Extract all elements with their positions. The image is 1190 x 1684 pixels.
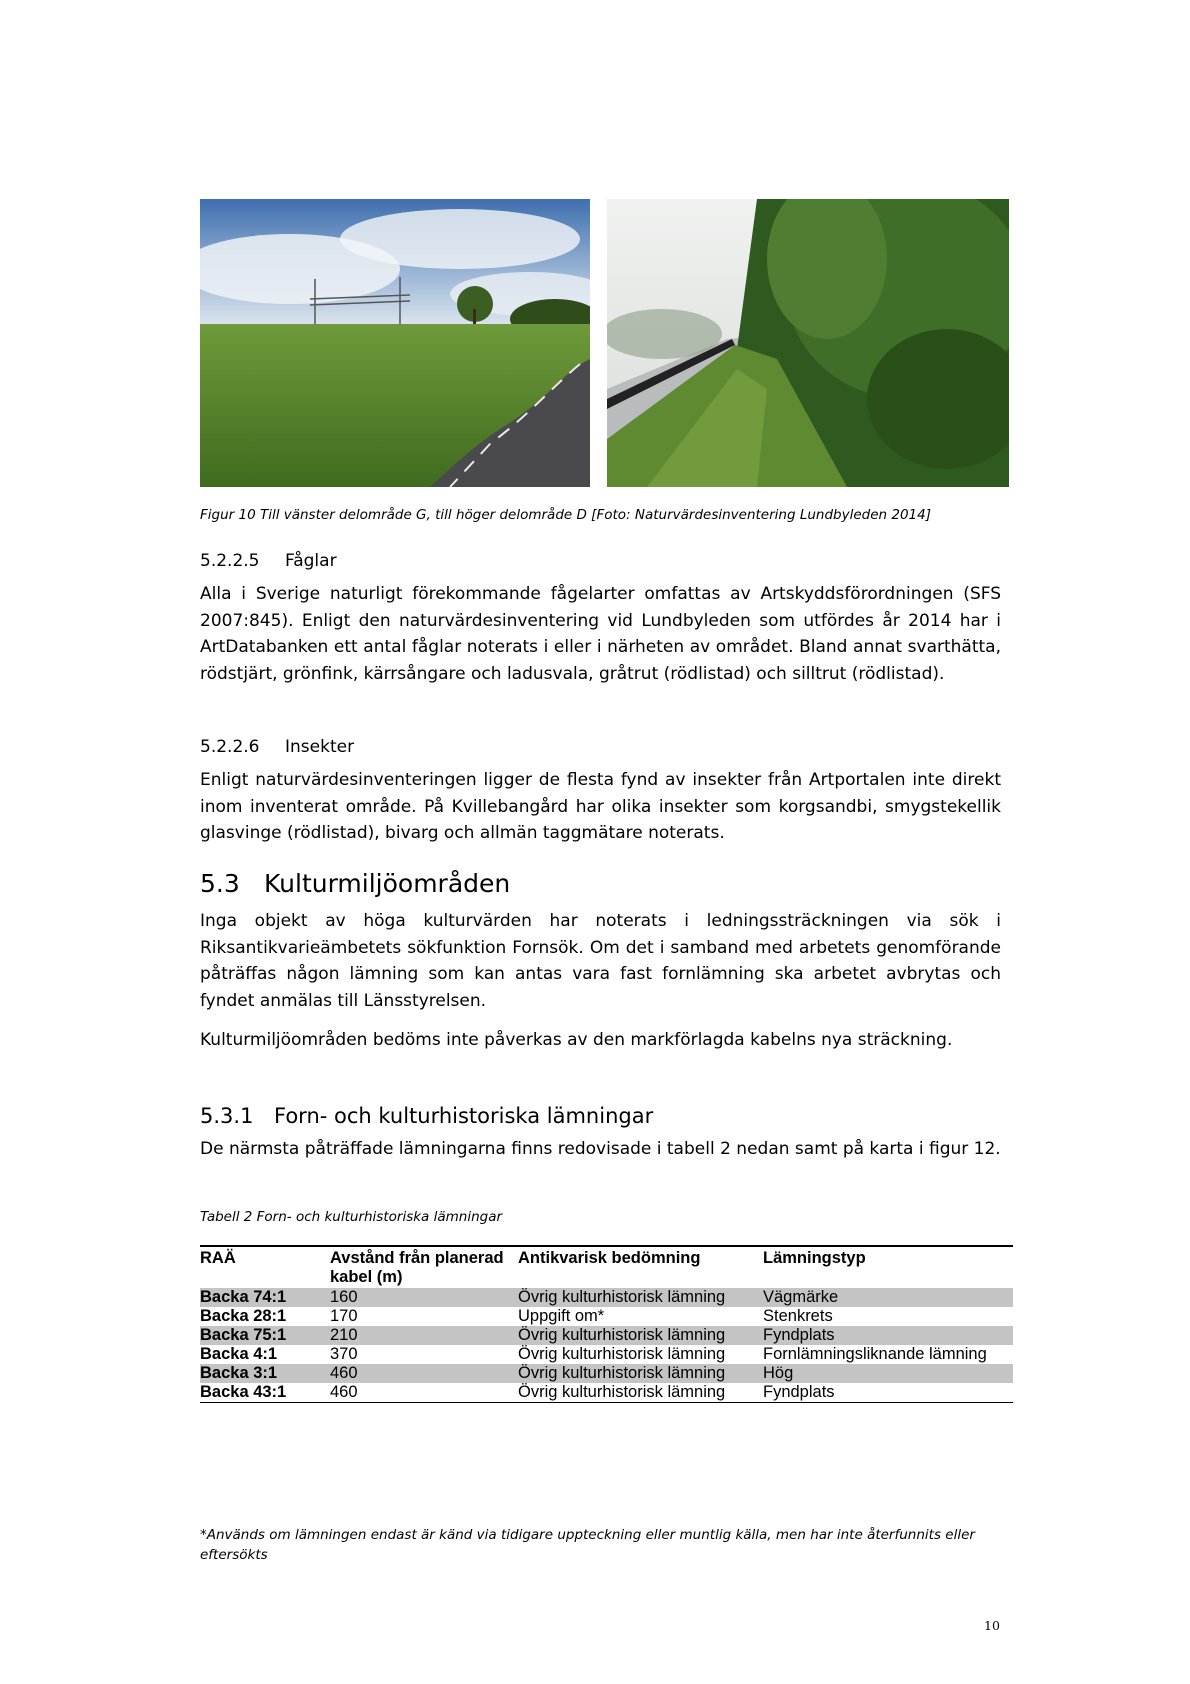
paragraph-kulturmiljo-2: Kulturmiljöområden bedöms inte påverkas av den markförlagda kabelns nya sträckning.	[200, 1030, 953, 1050]
cell-avstand: 210	[330, 1326, 518, 1345]
photo-delomrade-g	[200, 199, 590, 487]
table-row	[200, 1326, 1013, 1345]
cell-avstand: 460	[330, 1364, 518, 1383]
paragraph-faglar: Alla i Sverige naturligt förekommande fågelarter omfattas av Artskyddsförordningen (SFS 2007:845). Enligt den naturvärdesinventering vid Lundbyleden som utfördes år 2014 har i ArtDatabanken ett antal fåglar noterats i eller i närheten av området. Bland annat svarthätta, rödstjärt, grönfink, kärrsångare och ladusvala, gråtrut (rödlistad) och silltrut (rödlistad).	[200, 584, 1001, 684]
heading-title: Forn- och kulturhistoriska lämningar	[274, 1104, 654, 1128]
cell-raa: Backa 75:1	[200, 1326, 330, 1345]
table-row	[200, 1345, 1013, 1364]
heading-number: 5.3	[200, 869, 240, 898]
page-number: 10	[984, 1618, 1000, 1633]
cell-bedomning: Övrig kulturhistorisk lämning	[518, 1326, 763, 1345]
paragraph-forn: De närmsta påträffade lämningarna finns redovisade i tabell 2 nedan samt på karta i figur 12.	[200, 1139, 1001, 1159]
heading-insekter	[200, 737, 354, 757]
paragraph-insekter: Enligt naturvärdesinventeringen ligger de flesta fynd av insekter från Artportalen inte direkt inom inventerat område. På Kvillebangård har olika insekter som korgsandbi, smygstekellik glasvinge (rödlistad), bivarg och allmän taggmätare noterats.	[200, 770, 1001, 843]
heading-faglar	[200, 551, 337, 571]
heading-kulturmiljo	[200, 869, 510, 898]
cell-avstand: 170	[330, 1307, 358, 1325]
table-row	[200, 1383, 1013, 1403]
heading-title: Kulturmiljöområden	[264, 869, 511, 898]
photo-delomrade-d	[607, 199, 1009, 487]
heading-number: 5.2.2.5	[200, 551, 260, 571]
cell-raa: Backa 74:1	[200, 1288, 330, 1307]
table-footnote: *Används om lämningen endast är känd via tidigare uppteckning eller muntlig källa, men har inte återfunnits eller eftersökts	[200, 1527, 975, 1563]
cell-raa: Backa 4:1	[200, 1345, 278, 1363]
header-avstand: Avstånd från planerad kabel (m)	[330, 1249, 504, 1286]
heading-forn	[200, 1104, 653, 1128]
table-row	[200, 1307, 1013, 1326]
header-lamningstyp: Lämningstyp	[763, 1249, 866, 1267]
table-row	[200, 1288, 1013, 1307]
cell-bedomning: Uppgift om*	[518, 1307, 605, 1325]
cell-raa: Backa 3:1	[200, 1364, 330, 1383]
cell-bedomning: Övrig kulturhistorisk lämning	[518, 1288, 763, 1307]
cell-avstand: 160	[330, 1288, 518, 1307]
cell-avstand: 370	[330, 1345, 358, 1363]
table-caption: Tabell 2 Forn- och kulturhistoriska lämningar	[200, 1209, 503, 1225]
table-row	[200, 1364, 1013, 1383]
header-bedomning: Antikvarisk bedömning	[518, 1249, 701, 1267]
figure-caption: Figur 10 Till vänster delområde G, till höger delområde D [Foto: Naturvärdesinventering Lundbyleden 2014]	[200, 507, 931, 523]
heading-number: 5.3.1	[200, 1104, 254, 1128]
cell-lamningstyp: Fyndplats	[763, 1326, 1013, 1345]
cell-lamningstyp: Vägmärke	[763, 1288, 1013, 1307]
heading-number: 5.2.2.6	[200, 737, 260, 757]
lamningar-table	[200, 1245, 1013, 1403]
cell-avstand: 460	[330, 1383, 358, 1401]
cell-bedomning: Övrig kulturhistorisk lämning	[518, 1383, 726, 1401]
cell-bedomning: Övrig kulturhistorisk lämning	[518, 1364, 763, 1383]
cell-lamningstyp: Fornlämningsliknande lämning	[763, 1345, 987, 1363]
cell-raa: Backa 28:1	[200, 1307, 287, 1325]
cell-lamningstyp: Stenkrets	[763, 1307, 833, 1325]
table-header-row	[200, 1246, 1013, 1288]
heading-title: Fåglar	[285, 551, 337, 571]
cell-bedomning: Övrig kulturhistorisk lämning	[518, 1345, 726, 1363]
paragraph-kulturmiljo-1: Inga objekt av höga kulturvärden har noterats i ledningssträckningen via sök i Riksantikvarieämbetets sökfunktion Fornsök. Om det i samband med arbetets genomförande påträffas någon lämning som kan antas vara fast fornlämning ska arbetet avbrytas och fyndet anmälas till Länsstyrelsen.	[200, 911, 1001, 1011]
cell-lamningstyp: Hög	[763, 1364, 1013, 1383]
heading-title: Insekter	[285, 737, 355, 757]
cell-raa: Backa 43:1	[200, 1383, 287, 1401]
cell-lamningstyp: Fyndplats	[763, 1383, 835, 1401]
header-raa: RAÄ	[200, 1249, 236, 1267]
